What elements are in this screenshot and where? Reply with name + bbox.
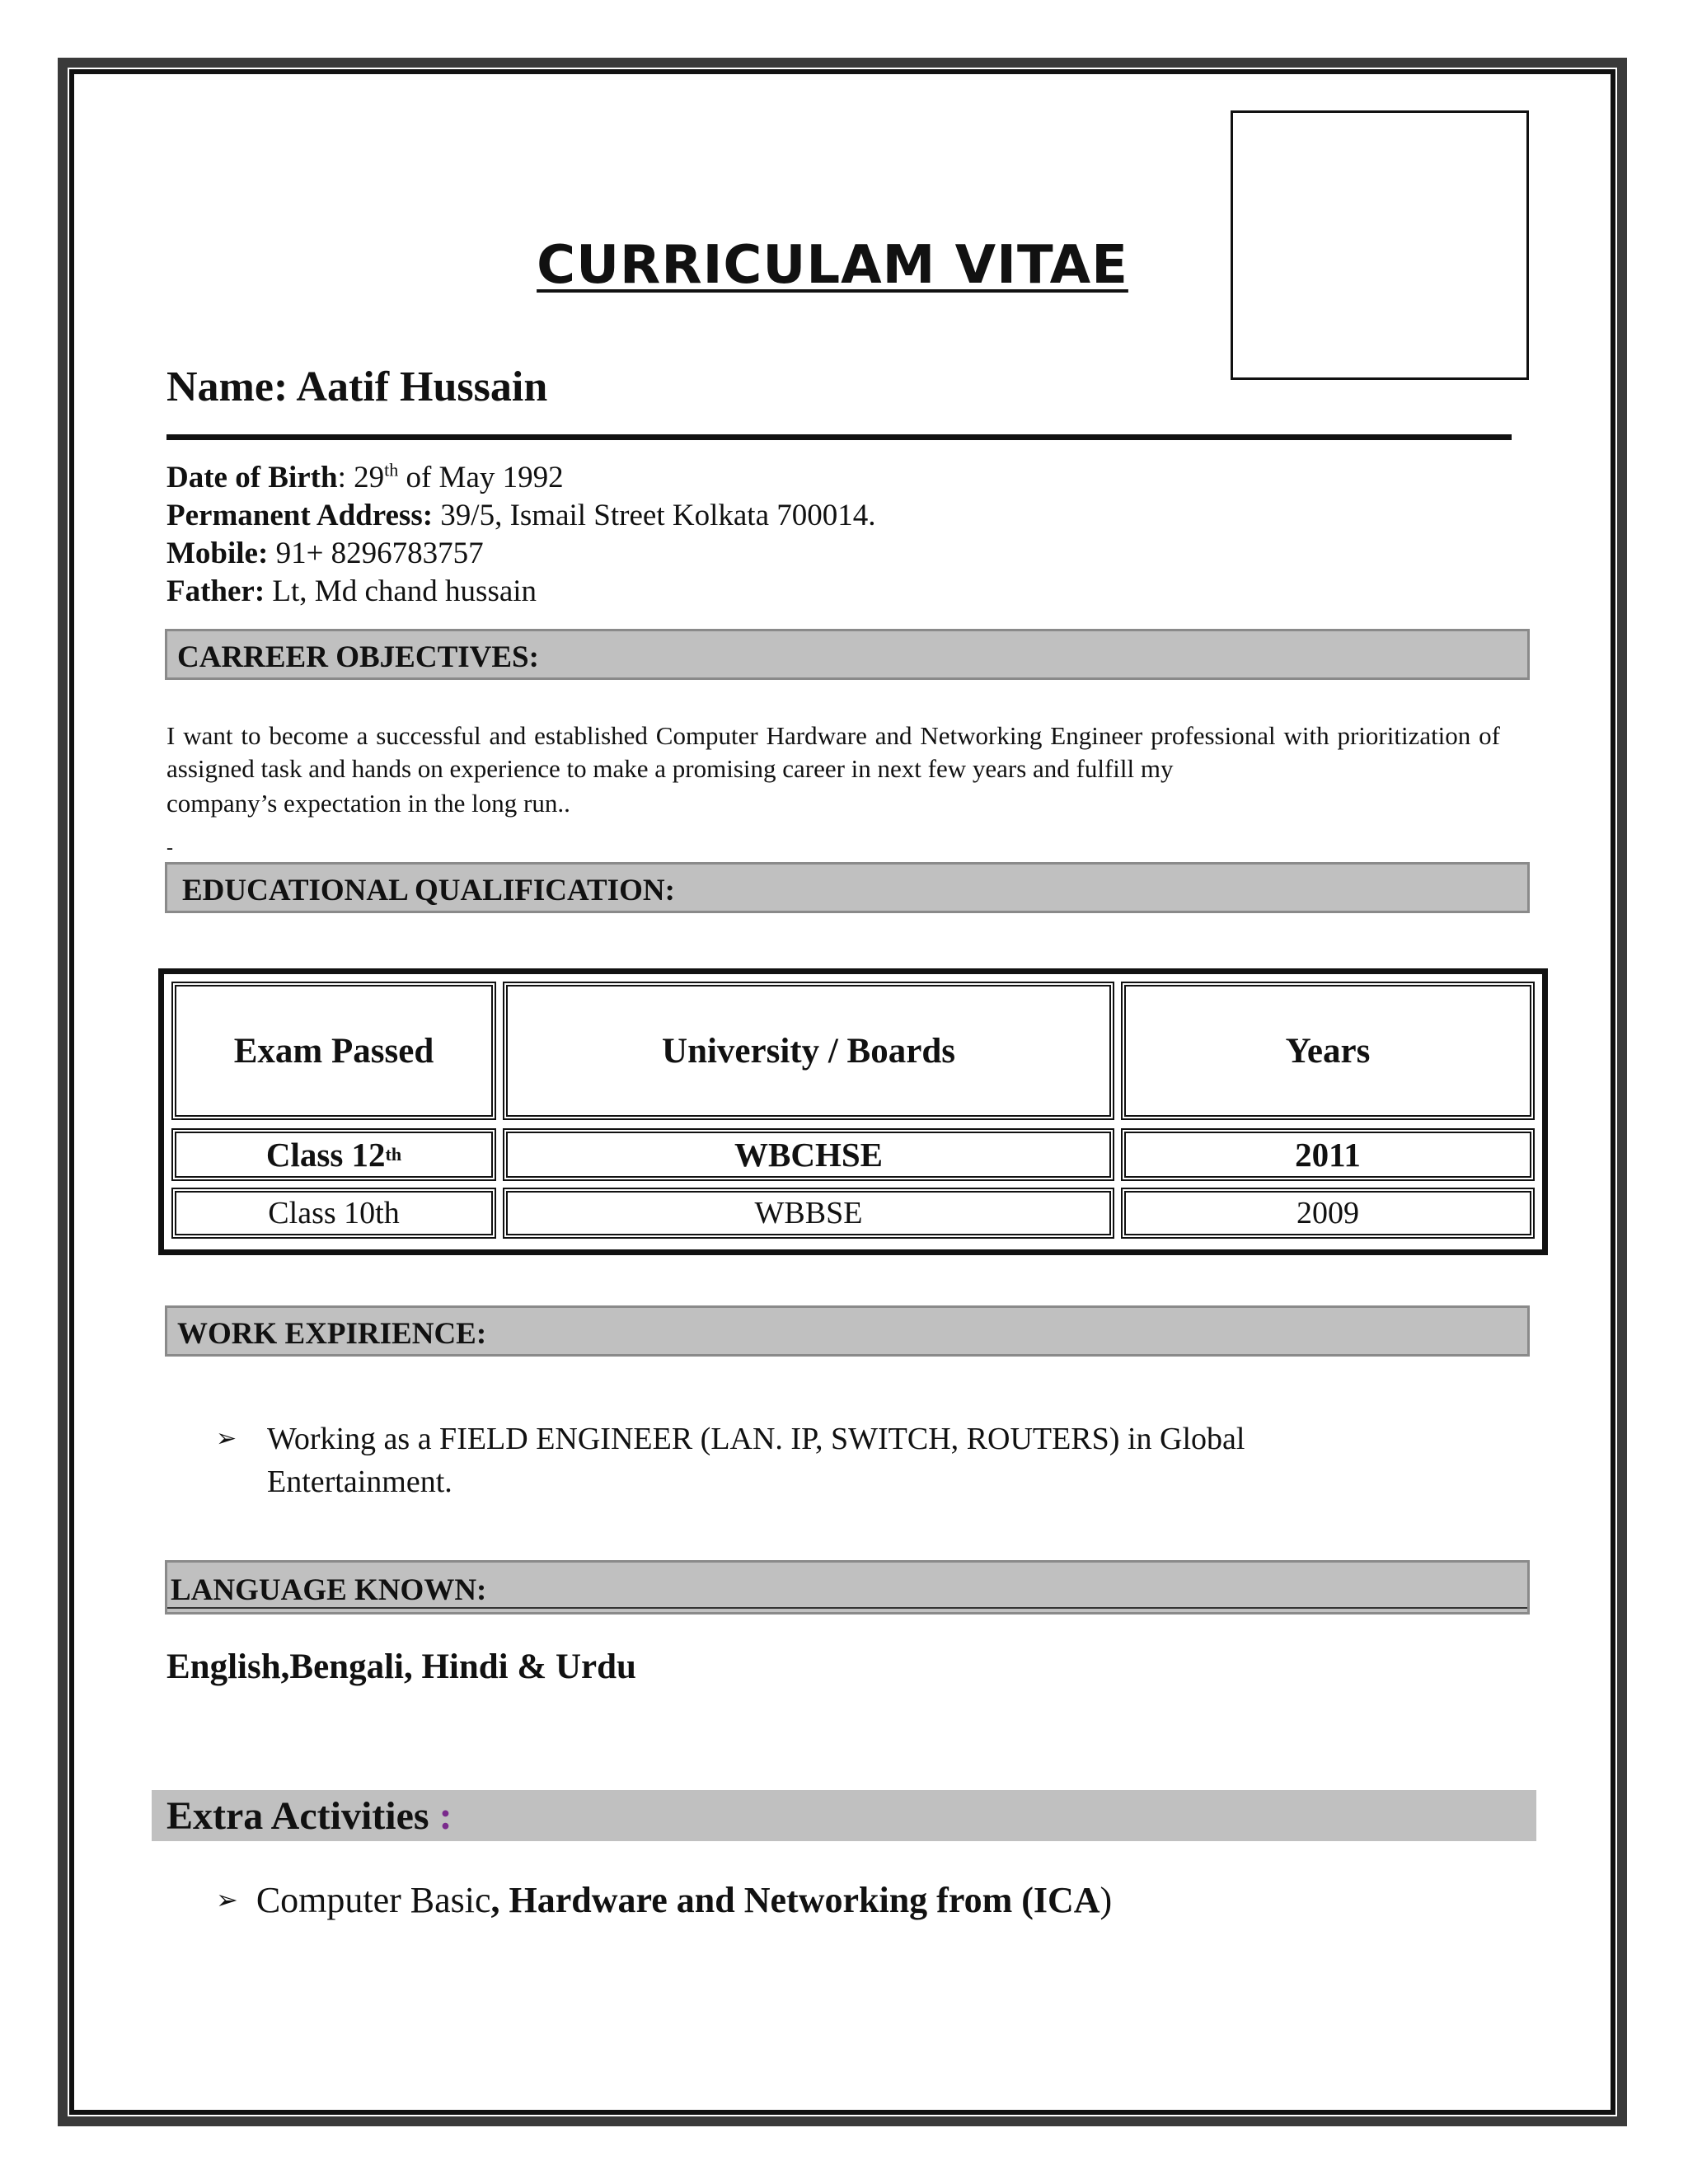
objective-text: I want to become a successful and established Computer Hardware and Networking Engineer professional with prioritization of assigned task and hands on experience to make a promising career in next few years and fulfill my xyxy=(166,721,1500,783)
dob-label: Date of Birth xyxy=(166,461,338,494)
father-value: Lt, Md chand hussain xyxy=(265,574,537,608)
objective-text-end: company’s expectation in the long run.. xyxy=(166,789,570,818)
extra-activity-part2: , Hardware and Networking from (ICA xyxy=(490,1880,1100,1920)
dob-line xyxy=(166,459,564,497)
section-extra-label xyxy=(166,1793,452,1839)
table-cell-exam: Class 10th xyxy=(171,1188,496,1239)
section-objectives-label: CARREER OBJECTIVES: xyxy=(177,640,539,674)
photo-placeholder xyxy=(1231,110,1529,380)
table-cell-board: WBCHSE xyxy=(503,1128,1114,1181)
name-divider xyxy=(166,434,1512,440)
work-item-line1: Working as a FIELD ENGINEER (LAN. IP, SWITCH, ROUTERS) in Global xyxy=(267,1422,1245,1456)
table-header-years: Years xyxy=(1121,982,1535,1120)
address-value: 39/5, Ismail Street Kolkata 700014. xyxy=(433,499,876,532)
section-languages-rule xyxy=(167,1607,1527,1609)
section-education xyxy=(165,862,1530,913)
extra-activity-part1: Computer Basic xyxy=(256,1880,491,1920)
candidate-name: Name: Aatif Hussain xyxy=(166,363,548,410)
address-label: Permanent Address: xyxy=(166,499,434,532)
mobile-line xyxy=(166,535,484,573)
section-education-label: EDUCATIONAL QUALIFICATION: xyxy=(182,874,675,907)
table-header-exam: Exam Passed xyxy=(171,982,496,1120)
father-label: Father: xyxy=(166,574,265,608)
section-work xyxy=(165,1305,1530,1357)
exam-value: Class 12 xyxy=(265,1136,386,1174)
arrow-bullet-icon: ➢ xyxy=(216,1884,238,1915)
extra-activity-part3: ) xyxy=(1100,1880,1113,1920)
section-languages xyxy=(165,1560,1530,1615)
education-table xyxy=(158,968,1548,1255)
section-languages-label: LANGUAGE KNOWN: xyxy=(171,1573,487,1607)
father-line xyxy=(166,573,537,611)
table-cell-year: 2009 xyxy=(1121,1188,1535,1239)
work-item-line2: Entertainment. xyxy=(267,1465,452,1499)
stray-dash: - xyxy=(166,837,173,859)
section-extra-colon: : xyxy=(438,1794,452,1838)
page-title: CURRICULAM VITAE xyxy=(537,235,1128,296)
mobile-label: Mobile: xyxy=(166,537,269,570)
dob-rest: of May 1992 xyxy=(398,461,564,494)
section-objectives xyxy=(165,629,1530,680)
mobile-value: 91+ 8296783757 xyxy=(268,537,484,570)
extra-activity-item xyxy=(216,1879,1112,1921)
table-cell-exam: Class 12 th xyxy=(171,1128,496,1181)
address-line xyxy=(166,497,876,535)
languages-list: English,Bengali, Hindi & Urdu xyxy=(166,1647,636,1686)
section-work-label: WORK EXPIRIENCE: xyxy=(177,1317,487,1351)
section-extra-text: Extra Activities xyxy=(166,1794,439,1838)
table-cell-board: WBBSE xyxy=(503,1188,1114,1239)
section-extra xyxy=(152,1790,1536,1841)
table-header-board: University / Boards xyxy=(503,982,1114,1120)
dob-suffix: th xyxy=(384,459,399,480)
arrow-bullet-icon: ➢ xyxy=(216,1424,237,1453)
table-cell-year: 2011 xyxy=(1121,1128,1535,1181)
dob-day: : 29 xyxy=(337,461,385,494)
